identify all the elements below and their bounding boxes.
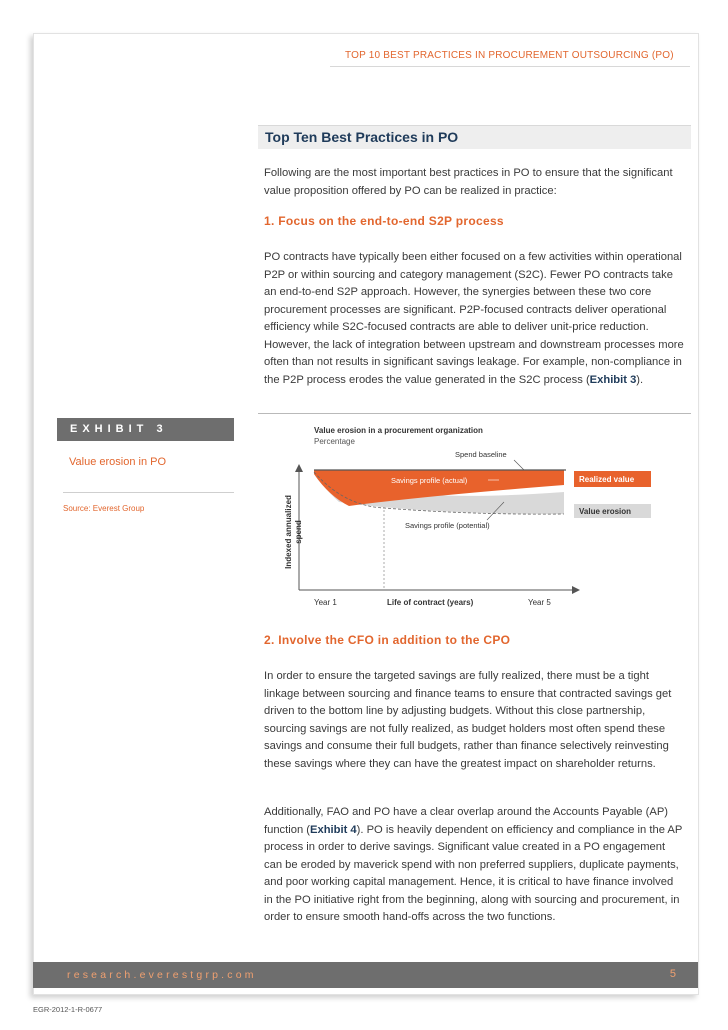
exhibit-divider	[258, 413, 691, 414]
exhibit-title: Value erosion in PO	[69, 456, 167, 468]
y-axis-arrow	[295, 464, 303, 472]
exhibit-label: EXHIBIT 3	[70, 423, 168, 435]
practice-2-text-end: ). PO is heavily dependent on efficiency and compliance in the AP process in order to derive savings. Significant value created in a PO engagement can be eroded by maverick spend with non preferred suppliers, duplicate payments, and poor working capital management. Hence, it is critical to have finance involved in the PO initiative right from the beginning, along with sourcing and procurement, in order to ensure smooth hand-offs across the two functions.	[264, 823, 683, 923]
practice-2-paragraph-2	[264, 804, 684, 927]
footer-bar	[33, 962, 698, 988]
savings-actual-label: Savings profile (actual)	[391, 476, 468, 485]
exhibit-rule	[63, 492, 234, 493]
practice-1-text: PO contracts have typically been either focused on a few activities within operational P2P or within sourcing and category management (S2C). Fewer PO contracts take an end-to-end S2P approach. However, the synergies between these two core procurement processes are significant. P2P-focused contracts deliver operational efficiency while S2C-focused contracts are able to deliver unit-price reduction. However, the lack of integration between upstream and downstream processes more often than not results in significant savings leakage. For example, non-compliance in the P2P process erodes the value generated in the S2C process (	[264, 251, 684, 386]
footer-url[interactable]: research.everestgrp.com	[67, 969, 257, 981]
exhibit-source: Source: Everest Group	[63, 504, 145, 513]
chart-title: Value erosion in a procurement organization	[314, 426, 483, 435]
y-axis-label-line-1: Indexed annualized	[284, 495, 293, 569]
practice-2-paragraph-1: In order to ensure the targeted savings are fully realized, there must be a tight linkage between sourcing and finance teams to ensure that contracted savings get driven to the bottom line by adjusting budgets. Without this close partnership, sourcing savings are not fully realized, as budget holders most often spend these savings and consume their full budgets, rather than finance selectively reinvesting these savings where they can have the greatest impact on shareholder returns.	[264, 670, 672, 770]
x-axis-label: Life of contract (years)	[387, 598, 474, 607]
header-rule	[330, 66, 690, 67]
page-number: 5	[669, 968, 676, 980]
spend-baseline-label: Spend baseline	[455, 450, 507, 459]
chart-subtitle: Percentage	[314, 437, 355, 446]
value-erosion-legend: Value erosion	[579, 507, 632, 516]
practice-2-text: Additionally, FAO and PO have a clear overlap around the Accounts Payable (AP) function (	[264, 806, 669, 836]
spend-baseline-pointer	[514, 460, 524, 470]
x-axis-arrow	[572, 586, 580, 594]
y-axis-label-line-2: spend	[294, 520, 303, 544]
practice-1-text-end: ).	[636, 373, 644, 386]
intro-paragraph: Following are the most important best practices in PO to ensure that the significant value proposition offered by PO can be realized in practice:	[264, 167, 673, 197]
running-header: TOP 10 BEST PRACTICES IN PROCUREMENT OUTSOURCING (PO)	[345, 50, 674, 61]
practice-2-heading: 2. Involve the CFO in addition to the CPO	[264, 633, 511, 647]
x-tick-year-5: Year 5	[528, 598, 551, 607]
section-title-bar	[258, 125, 691, 149]
section-title: Top Ten Best Practices in PO	[265, 129, 459, 145]
value-erosion-chart	[274, 420, 674, 615]
exhibit-3-reference: Exhibit 3	[589, 373, 637, 386]
realized-value-legend: Realized value	[579, 475, 635, 484]
savings-potential-label: Savings profile (potential)	[405, 521, 490, 530]
exhibit-label-bar	[57, 418, 234, 441]
document-code: EGR-2012-1-R-0677	[33, 1005, 103, 1014]
exhibit-4-reference: Exhibit 4	[310, 823, 357, 836]
practice-1-heading: 1. Focus on the end-to-end S2P process	[264, 214, 504, 228]
x-tick-year-1: Year 1	[314, 598, 337, 607]
practice-1-paragraph	[264, 249, 684, 389]
